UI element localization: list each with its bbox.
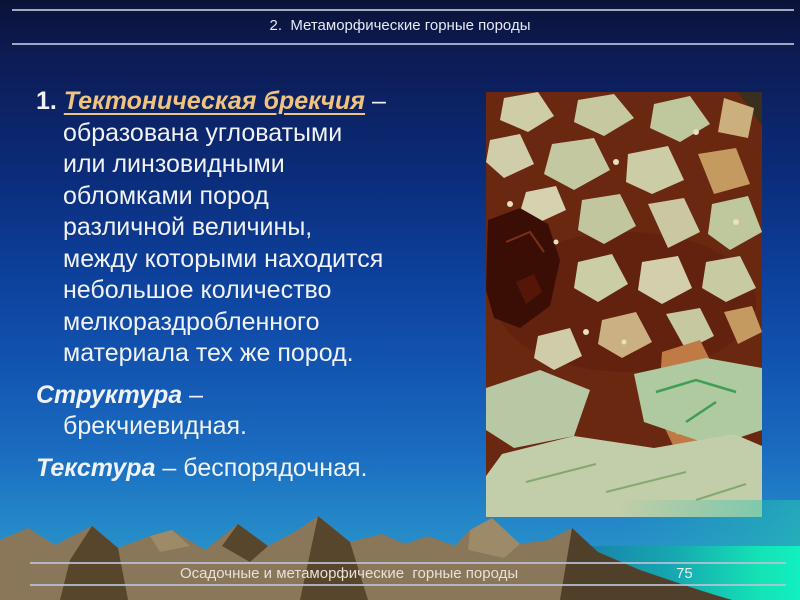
body-line — [36, 380, 468, 412]
page-number: 75 — [676, 565, 693, 582]
body-line — [36, 86, 468, 118]
term-tekstura: Текстура — [36, 453, 156, 482]
dash-text: – — [182, 380, 204, 409]
body-line: между которыми находится — [63, 244, 384, 273]
breccia-photo — [486, 92, 762, 517]
body-line: материала тех же пород. — [63, 339, 354, 367]
header-divider-bottom — [12, 43, 794, 45]
footer-title: Осадочные и метаморфические горные породы — [180, 565, 519, 582]
body-line: мелкораздробленного — [63, 307, 320, 336]
slide-body — [36, 86, 468, 484]
texture-paragraph — [36, 453, 468, 485]
body-line: небольшое количество — [63, 276, 332, 304]
footer-divider-top — [30, 562, 786, 564]
body-line — [36, 453, 468, 485]
footer-divider-bottom — [30, 584, 786, 586]
body-line: или линзовидными — [63, 150, 285, 178]
dash-text: – — [365, 87, 386, 115]
body-line: образована угловатыми — [63, 118, 343, 147]
teal-sky-tint — [620, 500, 800, 548]
term-tektonicheskaya-brekchiya: Тектоническая брекчия — [63, 87, 366, 115]
list-item-number: 1. — [36, 87, 64, 115]
body-line: различной величины, — [63, 213, 313, 241]
breccia-photo-illustration — [486, 92, 762, 517]
texture-value: – беспорядочная. — [155, 453, 368, 482]
body-line: брекчиевидная. — [63, 412, 247, 440]
slide-header-title: 2. Метаморфические горные породы — [269, 17, 531, 34]
term-struktura: Структура — [36, 380, 183, 409]
header-divider-top — [12, 9, 794, 11]
list-item-1 — [36, 86, 468, 370]
body-line: обломками пород — [63, 181, 269, 210]
structure-paragraph — [36, 380, 468, 443]
